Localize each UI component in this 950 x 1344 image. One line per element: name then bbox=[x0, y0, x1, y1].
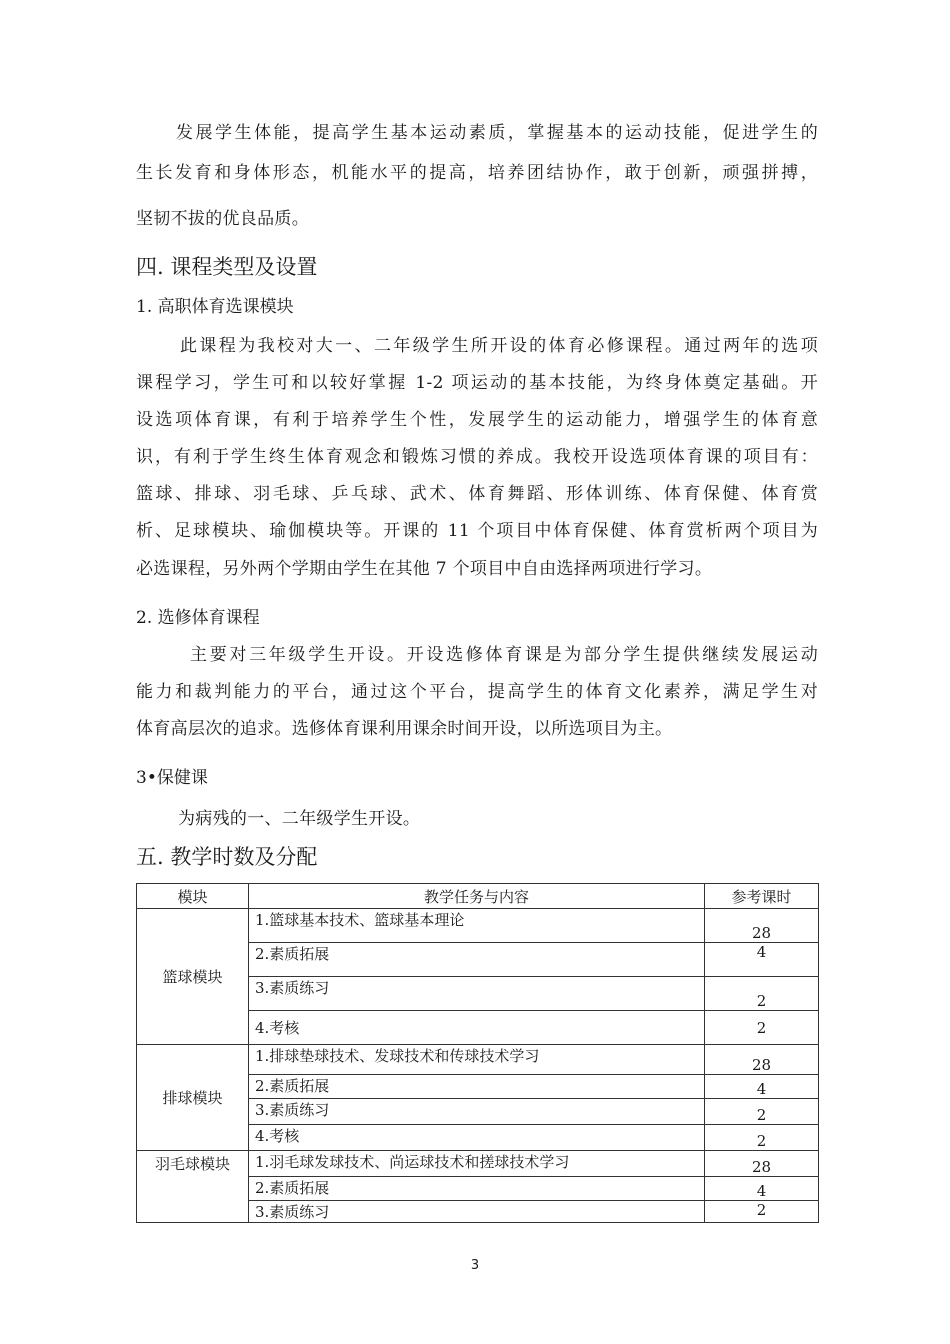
module-name-volleyball: 排球模块 bbox=[137, 1045, 249, 1151]
section-4-heading: 四. 课程类型及设置 bbox=[136, 255, 318, 279]
hours-cell: 28 bbox=[705, 1151, 819, 1177]
sub1-line-3: 设选项体育课，有利于培养学生个性，发展学生的运动能力，增强学生的体育意 bbox=[136, 410, 818, 430]
task-cell: 3.素质练习 bbox=[249, 977, 705, 1011]
header-task: 教学任务与内容 bbox=[249, 884, 705, 909]
task-cell: 1.羽毛球发球技术、尚运球技术和搓球技术学习 bbox=[249, 1151, 705, 1177]
task-cell: 1.排球垫球技术、发球技术和传球技术学习 bbox=[249, 1045, 705, 1075]
sub2-line-1: 主要对三年级学生开设。开设选修体育课是为部分学生提供继续发展运动 bbox=[190, 645, 818, 665]
task-cell: 2.素质拓展 bbox=[249, 943, 705, 977]
section-5-heading: 五. 教学时数及分配 bbox=[136, 845, 318, 869]
hours-cell: 4 bbox=[705, 1075, 819, 1099]
module-name-basketball: 篮球模块 bbox=[137, 909, 249, 1045]
subsection-1-heading: 1. 高职体育选课模块 bbox=[136, 297, 294, 317]
hours-cell: 2 bbox=[705, 1125, 819, 1151]
intro-line-3: 坚韧不拔的优良品质。 bbox=[136, 209, 309, 229]
hours-cell: 2 bbox=[705, 1099, 819, 1125]
sub1-line-1: 此课程为我校对大一、二年级学生所开设的体育必修课程。通过两年的选项 bbox=[180, 336, 818, 356]
module-name-badminton: 羽毛球模块 bbox=[137, 1151, 249, 1223]
table-row bbox=[137, 1045, 819, 1075]
task-cell: 2.素质拓展 bbox=[249, 1177, 705, 1201]
hours-cell: 4 bbox=[705, 1177, 819, 1201]
sub2-line-3: 体育高层次的追求。选修体育课利用课余时间开设，以所选项目为主。 bbox=[136, 719, 673, 739]
page-number: 3 bbox=[470, 1258, 480, 1273]
sub1-line-4: 识，有利于学生终生体育观念和锻炼习惯的养成。我校开设选项体育课的项目有： bbox=[136, 447, 818, 467]
sub1-line-6: 析、足球模块、瑜伽模块等。开课的 11 个项目中体育保健、体育赏析两个项目为 bbox=[136, 521, 818, 541]
header-module: 模块 bbox=[137, 884, 249, 909]
sub1-line-2: 课程学习，学生可和以较好掌握 1-2 项运动的基本技能，为终身体奠定基础。开 bbox=[136, 373, 818, 393]
task-cell: 2.素质拓展 bbox=[249, 1075, 705, 1099]
task-cell: 3.素质练习 bbox=[249, 1201, 705, 1223]
header-hours: 参考课时 bbox=[705, 884, 819, 909]
intro-line-2: 生长发育和身体形态，机能水平的提高，培养团结协作，敢于创新，顽强拼搏， bbox=[136, 163, 818, 183]
sub1-line-7: 必选课程，另外两个学期由学生在其他 7 个项目中自由选择两项进行学习。 bbox=[136, 559, 713, 579]
task-cell: 4.考核 bbox=[249, 1125, 705, 1151]
hours-cell: 2 bbox=[705, 1011, 819, 1045]
subsection-2-heading: 2. 选修体育课程 bbox=[136, 608, 260, 628]
table-header-row bbox=[137, 884, 819, 909]
sub2-line-2: 能力和裁判能力的平台，通过这个平台，提高学生的体育文化素养，满足学生对 bbox=[136, 682, 818, 702]
hours-cell: 28 bbox=[705, 909, 819, 943]
sub3-line-1: 为病残的一、二年级学生开设。 bbox=[178, 809, 421, 829]
hours-cell: 2 bbox=[705, 977, 819, 1011]
task-cell: 3.素质练习 bbox=[249, 1099, 705, 1125]
hours-cell: 28 bbox=[705, 1045, 819, 1075]
task-cell: 4.考核 bbox=[249, 1011, 705, 1045]
hours-table bbox=[136, 883, 819, 1223]
table-row bbox=[137, 1151, 819, 1177]
sub1-line-5: 篮球、排球、羽毛球、乒乓球、武术、体育舞蹈、形体训练、体育保健、体育赏 bbox=[136, 484, 818, 504]
subsection-3-heading: 3•保健课 bbox=[136, 768, 208, 788]
task-cell: 1.篮球基本技术、篮球基本理论 bbox=[249, 909, 705, 943]
intro-line-1: 发展学生体能，提高学生基本运动素质，掌握基本的运动技能，促进学生的 bbox=[176, 123, 818, 143]
hours-cell: 4 bbox=[705, 943, 819, 977]
hours-cell: 2 bbox=[705, 1201, 819, 1223]
table-row bbox=[137, 909, 819, 943]
